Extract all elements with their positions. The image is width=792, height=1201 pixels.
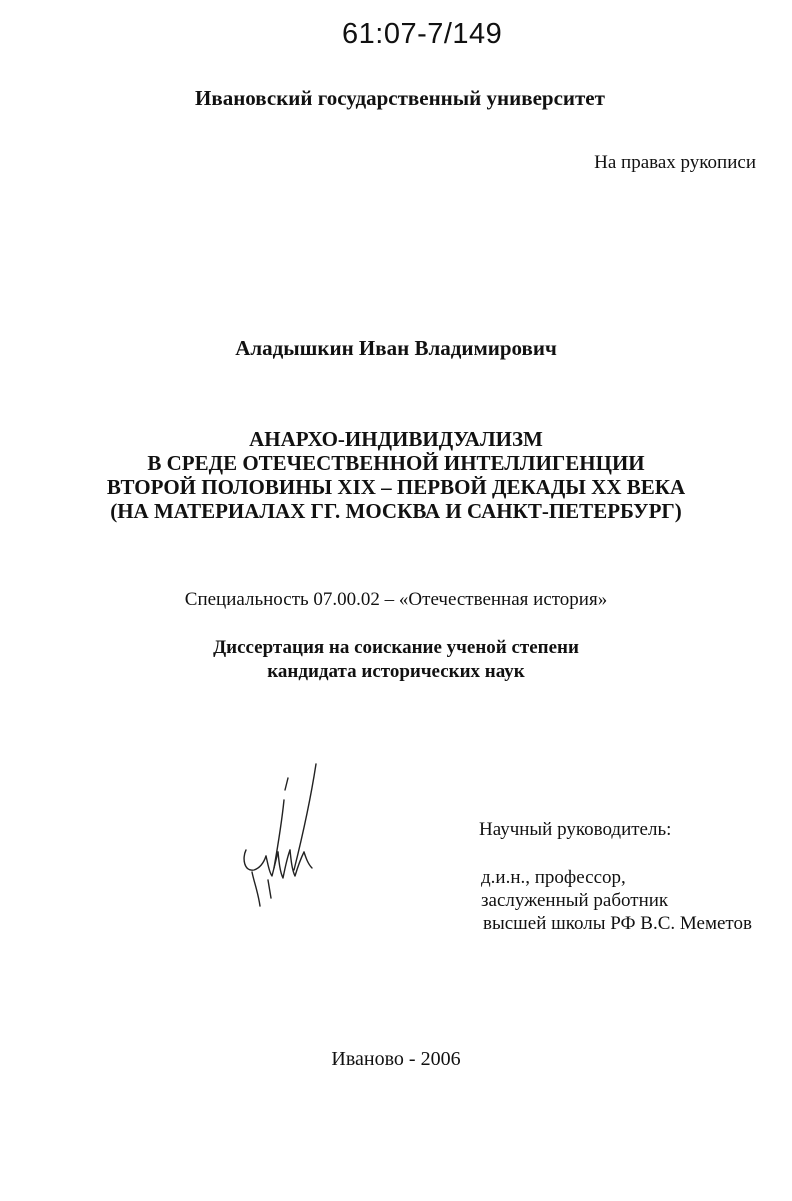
city-year: Иваново - 2006	[331, 1048, 461, 1070]
supervisor-details	[481, 866, 752, 935]
title-line: В СРЕДЕ ОТЕЧЕСТВЕННОЙ ИНТЕЛЛИГЕНЦИИ	[147, 451, 645, 475]
degree-statement	[0, 636, 792, 684]
degree-line: Диссертация на соискание ученой степени	[213, 637, 579, 658]
university-name: Ивановский государственный университет	[195, 86, 605, 110]
supervisor-line: д.и.н., профессор,	[481, 867, 626, 888]
supervisor-line: высшей школы РФ В.С. Меметов	[483, 913, 752, 934]
supervisor-label: Научный руководитель:	[479, 819, 672, 840]
title-line: АНАРХО-ИНДИВИДУАЛИЗМ	[249, 427, 543, 451]
manuscript-rights-note: На правах рукописи	[594, 152, 756, 173]
author-name: Аладышкин Иван Владимирович	[235, 336, 557, 360]
specialty: Специальность 07.00.02 – «Отечественная история»	[184, 589, 608, 610]
title-line: (НА МАТЕРИАЛАХ ГГ. МОСКВА И САНКТ-ПЕТЕРБУРГ)	[110, 499, 682, 523]
archive-code: 61:07-7/149	[342, 18, 503, 50]
degree-line: кандидата исторических наук	[267, 661, 525, 682]
title-line: ВТОРОЙ ПОЛОВИНЫ XIX – ПЕРВОЙ ДЕКАДЫ XX ВЕКА	[106, 475, 686, 499]
signature-icon	[238, 760, 318, 910]
supervisor-line: заслуженный работник	[481, 890, 669, 911]
dissertation-title	[0, 427, 792, 523]
